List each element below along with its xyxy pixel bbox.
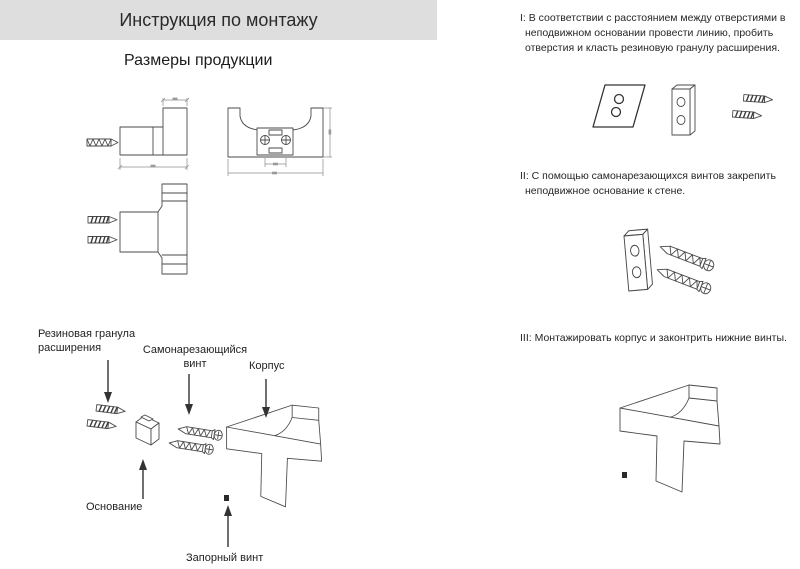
expansion-plug-glyph: [88, 237, 117, 244]
label-self-tapping-screw: Самонарезающийся винт: [142, 344, 248, 371]
screw-glyph: [655, 265, 712, 296]
base-plate-glyph: [624, 229, 653, 291]
screw-glyph: [177, 424, 223, 441]
locking-screw-glyph: [622, 472, 627, 478]
label-expansion-plug: Резиновая гранула расширения: [38, 328, 136, 355]
arrow-down-icon: [259, 379, 273, 419]
screw-glyph: [658, 242, 715, 273]
screw-glyph: [87, 139, 118, 146]
section-subtitle: Размеры продукции: [124, 52, 273, 69]
screw-glyph: [168, 438, 214, 455]
arrow-down-icon: [182, 374, 196, 416]
hook-body-glyph: [227, 405, 322, 507]
expansion-plug-glyph: [88, 217, 117, 224]
page-title: Инструкция по монтажу: [0, 0, 437, 40]
arrow-up-icon: [136, 459, 150, 499]
arrow-up-icon: [221, 505, 235, 547]
front-view-dimension-drawing: [222, 92, 337, 184]
step-1-illustration: [562, 80, 782, 165]
hook-body-glyph: [620, 385, 720, 492]
label-base: Основание: [86, 501, 143, 513]
step-2-text: II: С помощью самонарезающихся винтов закрепить неподвижное основание к стене.: [520, 170, 776, 198]
step-3-illustration: [592, 368, 772, 503]
step-1-text: I: В соответствии с расстоянием между отверстиями в неподвижном основании провести линию, пробить отверстия и класть резиновую гранулу расширения.: [520, 12, 786, 55]
arrow-down-icon: [101, 360, 115, 404]
locking-screw-glyph: [224, 495, 229, 501]
step-3-text: III: Монтажировать корпус и законтрить нижние винты.: [520, 332, 787, 344]
step-2-illustration: [598, 212, 748, 317]
top-view-dimension-drawing: [80, 182, 195, 282]
expansion-plug-glyph: [732, 111, 761, 120]
exploded-parts-diagram: [58, 395, 350, 515]
expansion-plug-glyph: [96, 405, 126, 415]
side-view-dimension-drawing: [85, 88, 215, 188]
base-block-glyph: [136, 415, 159, 445]
label-body: Корпус: [249, 360, 285, 372]
expansion-plug-glyph: [743, 95, 772, 104]
label-locking-screw: Запорный винт: [186, 552, 264, 564]
base-plate-glyph: [672, 85, 695, 135]
expansion-plug-glyph: [87, 420, 117, 430]
